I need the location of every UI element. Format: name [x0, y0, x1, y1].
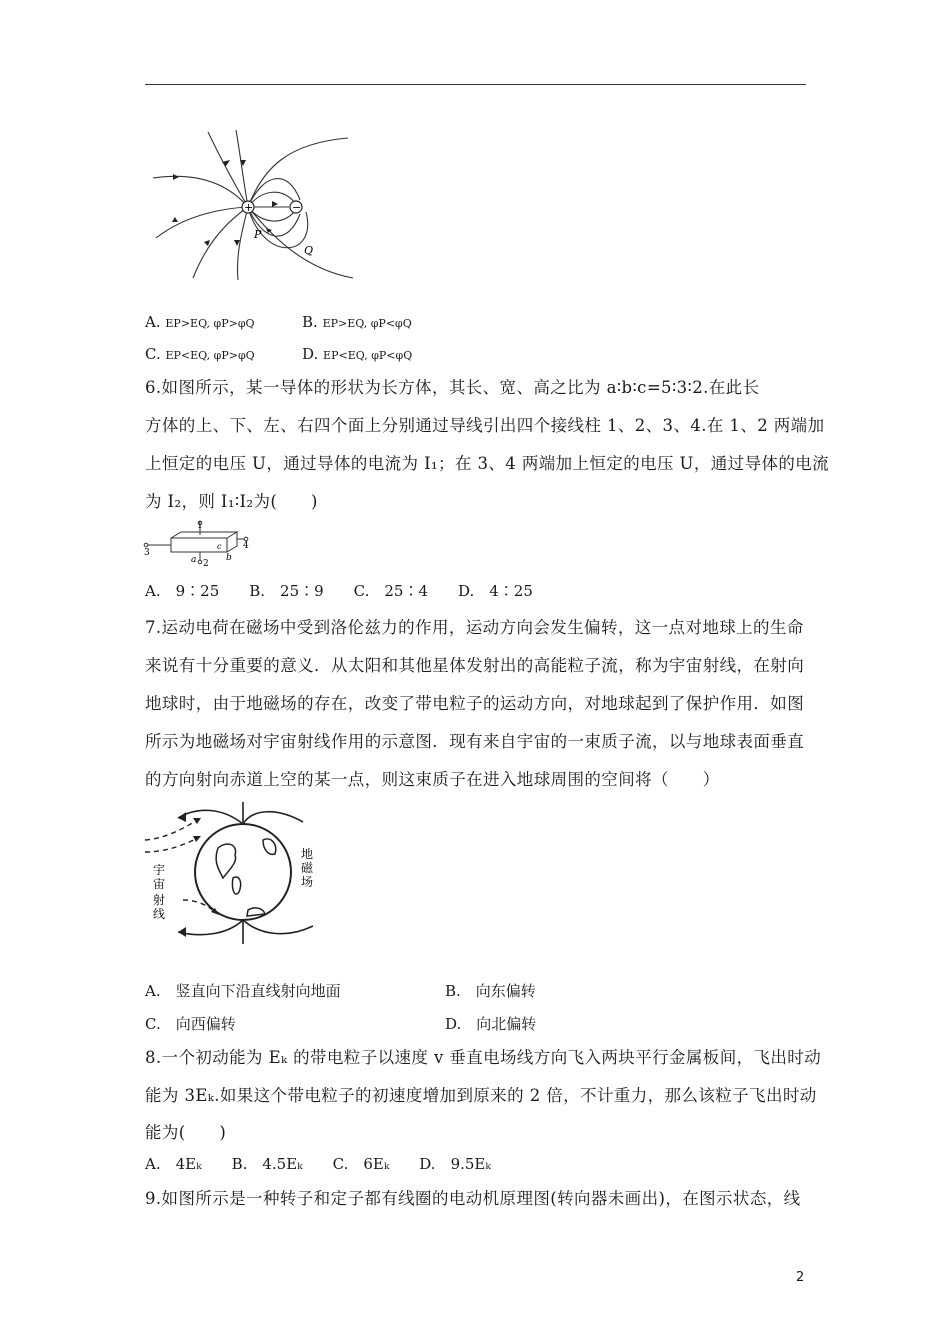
- q5-option-a: A. EP>EQ, φP>φQ: [145, 313, 255, 331]
- q7-option-b: B. 向东偏转: [445, 982, 536, 1000]
- plus-charge-label: +: [244, 201, 254, 214]
- cosmic-label-1: 宇: [153, 863, 166, 877]
- q5-option-c: C. EP<EQ, φP>φQ: [145, 345, 255, 363]
- field-label-3: 场: [301, 875, 314, 889]
- point-p-label: P: [254, 228, 262, 241]
- earth-magnetic-field-figure: [143, 800, 323, 945]
- q8-line-1: 8.一个初动能为 Eₖ 的带电粒子以速度 v 垂直电场线方向飞入两块平行金属板间，飞出时动: [145, 1048, 822, 1067]
- cosmic-label-2: 宙: [153, 877, 166, 891]
- page-number: 2: [796, 1270, 805, 1285]
- q6-line-3: 上恒定的电压 U，通过导体的电流为 I₁；在 3、4 两端加上恒定的电压 U，通过导体的电流: [145, 454, 830, 473]
- q8-line-2: 能为 3Eₖ.如果这个带电粒子的初速度增加到原来的 2 倍，不计重力，那么该粒子飞出时动: [145, 1086, 817, 1105]
- dim-a-label: a: [191, 555, 197, 565]
- field-label-1: 地: [301, 847, 314, 861]
- q7-option-d: D. 向北偏转: [445, 1015, 537, 1033]
- q8-options: A. 4Eₖ B. 4.5Eₖ C. 6Eₖ D. 9.5Eₖ: [145, 1155, 491, 1173]
- point-q-label: Q: [304, 244, 314, 257]
- q7-line-1: 7.运动电荷在磁场中受到洛伦兹力的作用，运动方向会发生偏转，这一点对地球上的生命: [145, 618, 804, 637]
- q7-line-2: 来说有十分重要的意义．从太阳和其他星体发射出的高能粒子流，称为宇宙射线，在射向: [145, 656, 805, 675]
- cosmic-label-3: 射: [153, 893, 166, 907]
- header-rule: [145, 84, 806, 85]
- field-label-2: 磁: [301, 861, 314, 875]
- conductor-block-figure: [143, 518, 253, 568]
- q7-option-a: A. 竖直向下沿直线射向地面: [145, 982, 341, 1000]
- q5-option-d: D. EP<EQ, φP<φQ: [302, 345, 413, 363]
- q6-line-1: 6.如图所示，某一导体的形状为长方体，其长、宽、高之比为 a∶b∶c=5∶3∶2.在此长: [145, 378, 760, 397]
- cosmic-label-4: 线: [153, 907, 166, 921]
- q9-line-1: 9.如图所示是一种转子和定子都有线圈的电动机原理图(转向器未画出)，在图示状态，线: [145, 1189, 801, 1208]
- minus-charge-label: −: [292, 201, 302, 214]
- q6-line-2: 方体的上、下、左、右四个面上分别通过导线引出四个接线柱 1、2、3、4.在 1、2 两端加: [145, 416, 825, 435]
- q6-options: A. 9∶25 B. 25∶9 C. 25∶4 D. 4∶25: [145, 582, 533, 600]
- terminal-2-label: 2: [203, 559, 209, 568]
- q7-line-3: 地球时，由于地磁场的存在，改变了带电粒子的运动方向，对地球起到了保护作用．如图: [145, 694, 805, 713]
- terminal-4-label: 4: [243, 541, 249, 551]
- q7-line-4: 所示为地磁场对宇宙射线作用的示意图．现有来自宇宙的一束质子流，以与地球表面垂直: [145, 732, 805, 751]
- q6-line-4: 为 I₂，则 I₁∶I₂为( ): [145, 492, 318, 511]
- terminal-1-label: 1: [197, 521, 203, 531]
- dim-b-label: b: [226, 553, 232, 563]
- q5-option-b: B. EP>EQ, φP<φQ: [302, 313, 412, 331]
- field-lines-figure: [148, 128, 358, 283]
- terminal-3-label: 3: [144, 548, 150, 558]
- q7-option-c: C. 向西偏转: [145, 1015, 236, 1033]
- dim-c-label: c: [217, 542, 222, 551]
- q8-line-3: 能为( ): [145, 1123, 227, 1142]
- q7-line-5: 的方向射向赤道上空的某一点，则这束质子在进入地球周围的空间将（ ）: [145, 770, 720, 789]
